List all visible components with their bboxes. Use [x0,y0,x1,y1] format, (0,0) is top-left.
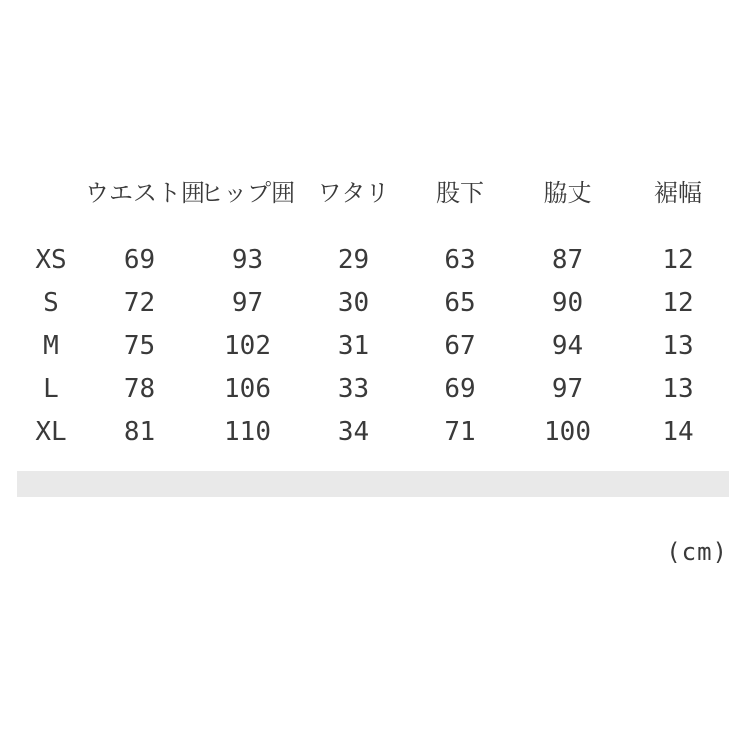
size-label-s: S [43,287,59,318]
header-hem-width: 裾幅 [654,178,702,207]
cell-xl-waist: 81 [123,416,156,447]
cell-s-thigh: 30 [337,287,370,318]
cell-xl-inseam: 71 [444,416,476,447]
cell-l-side-length: 97 [551,373,584,404]
cell-s-hip: 97 [231,287,264,318]
cell-xs-hem-width: 12 [662,244,694,275]
cell-m-inseam: 67 [444,330,476,361]
divider-bar [17,471,729,497]
cell-l-inseam: 69 [444,373,476,404]
header-corner-empty [17,160,85,220]
cell-xl-side-length: 100 [544,416,591,447]
cell-xs-hip: 93 [231,244,264,275]
cell-xs-thigh: 29 [337,244,370,275]
cell-xl-hip: 110 [224,416,271,447]
header-inseam: 股下 [436,178,484,207]
size-label-l: L [43,373,59,404]
cell-xs-waist: 69 [123,244,156,275]
header-thigh: ワタリ [317,178,390,207]
cell-xl-hem-width: 14 [662,416,694,447]
cell-xs-inseam: 63 [444,244,476,275]
table-row-xl [17,410,735,453]
cell-s-inseam: 65 [444,287,476,318]
cell-m-thigh: 31 [337,330,370,361]
cell-xl-thigh: 34 [337,416,370,447]
size-label-m: M [43,330,59,361]
unit-label: (cm) [666,538,728,566]
header-hip: ヒップ囲 [199,178,296,207]
table-row-xs [17,220,735,281]
size-label-xs: XS [35,244,67,275]
header-row [17,160,735,220]
table-row-m [17,324,735,367]
size-label-xl: XL [35,416,67,447]
table-row-l [17,367,735,410]
cell-s-side-length: 90 [551,287,584,318]
header-side-length: 脇丈 [543,178,592,207]
cell-l-thigh: 33 [337,373,370,404]
cell-l-hem-width: 13 [662,373,694,404]
cell-m-hip: 102 [224,330,271,361]
cell-m-side-length: 94 [551,330,584,361]
header-waist: ウエスト囲 [85,178,205,207]
cell-l-hip: 106 [224,373,271,404]
cell-l-waist: 78 [123,373,156,404]
cell-s-hem-width: 12 [662,287,694,318]
size-chart-table [17,160,735,453]
cell-s-waist: 72 [123,287,156,318]
cell-m-hem-width: 13 [662,330,694,361]
cell-xs-side-length: 87 [551,244,584,275]
table-row-s [17,281,735,324]
cell-m-waist: 75 [123,330,156,361]
